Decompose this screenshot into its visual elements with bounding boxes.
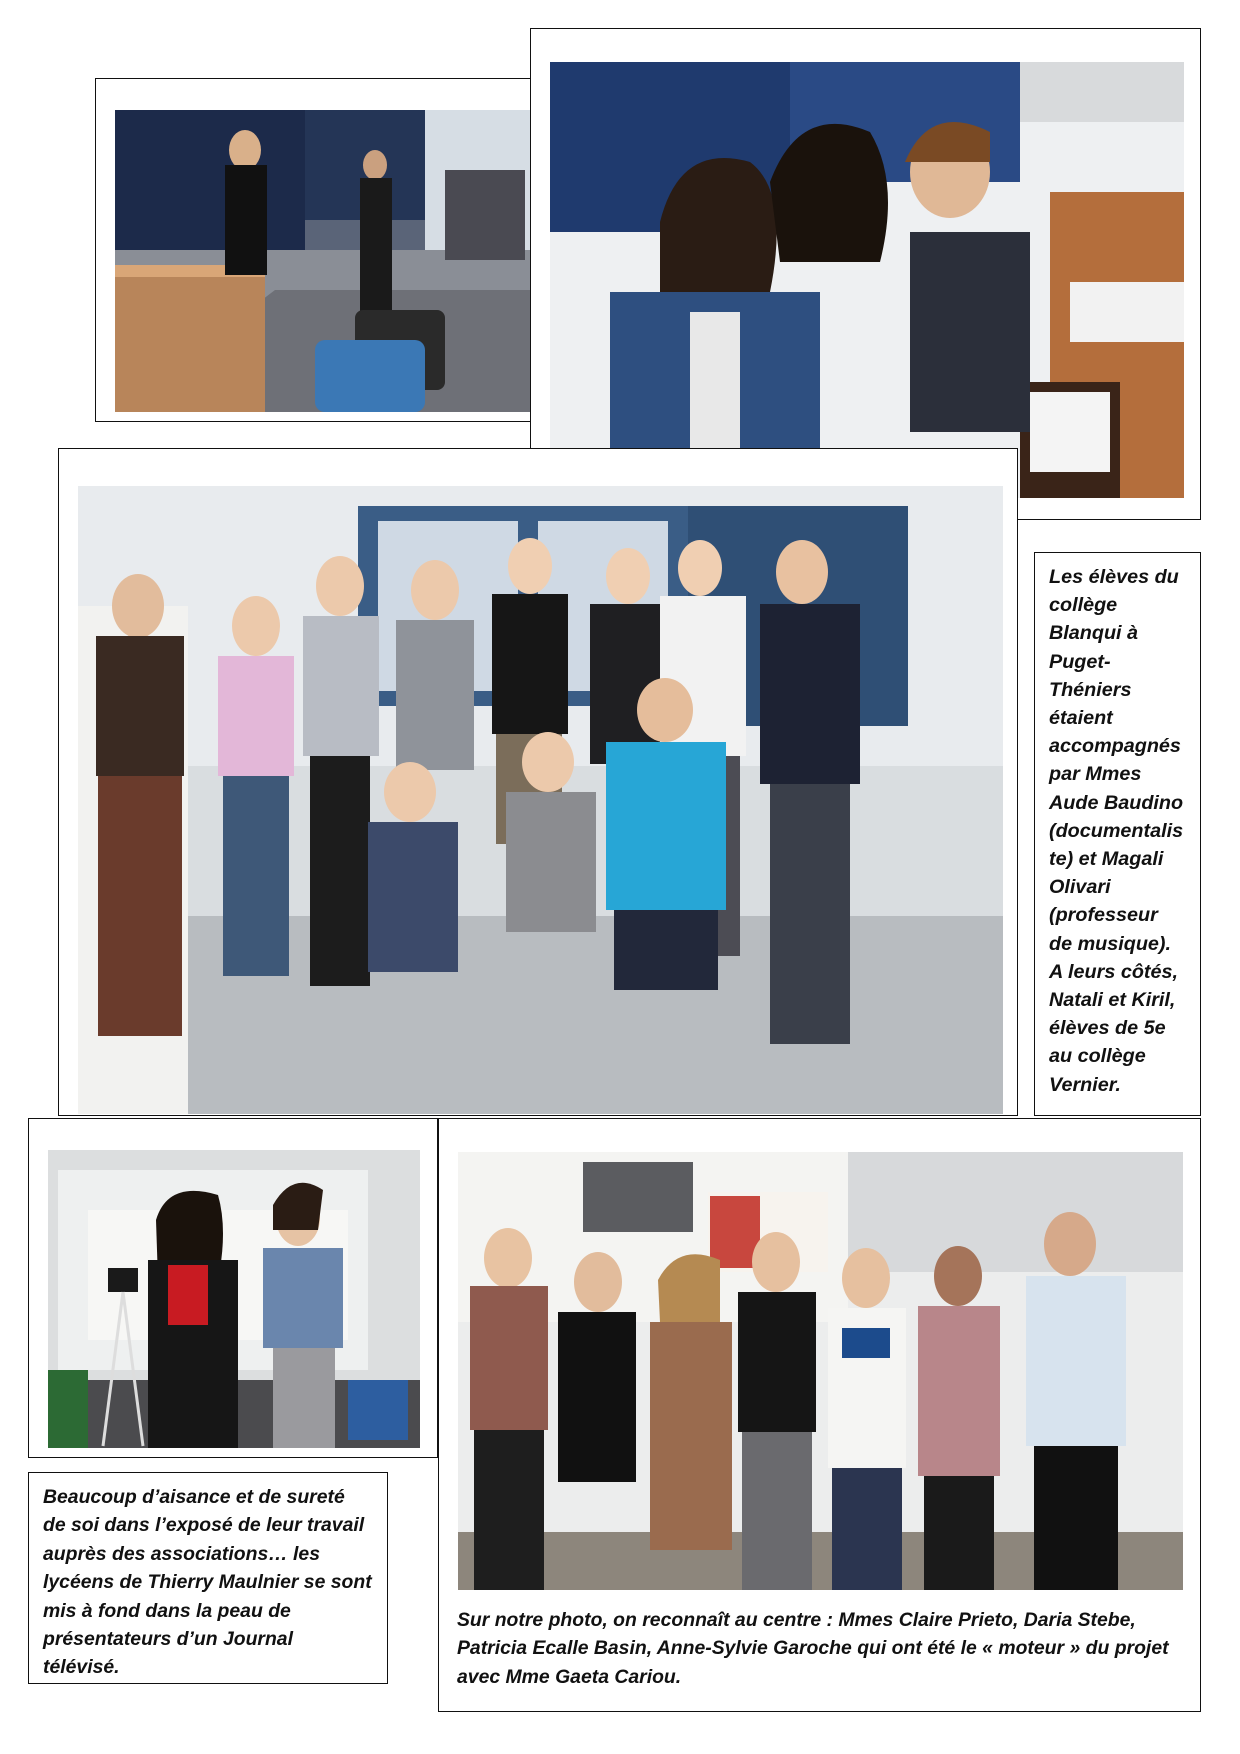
caption-box-thierry-maulnier xyxy=(28,1472,388,1684)
caption-box-college-blanqui xyxy=(1034,552,1201,1116)
caption-thierry-maulnier: Beaucoup d’aisance et de sureté de soi dans l’exposé de leur travail auprès des associations… les lycéens de Thierry Maulnier se sont mis à fond dans la peau de présentateurs d’un Journal télévisé. xyxy=(43,1486,372,1679)
piano-students-photo xyxy=(550,62,1184,498)
student-group-photo xyxy=(78,486,1003,1114)
caption-box-teachers xyxy=(438,1594,1201,1712)
caption-college-blanqui: Les élèves du collège Blanqui à Puget- Théniers étaient accompagnés par Mmes Aude Baudino (documentalis te) et Magali Olivari (professeur de musique). A leurs côtés, Natali et Kiril, élèves de 5e au collège Vernier. xyxy=(1049,566,1184,1096)
teachers-group-photo xyxy=(458,1152,1183,1590)
caption-teachers: Sur notre photo, on reconnaît au centre : Mmes Claire Prieto, Daria Stebe, Patricia Ecalle Basin, Anne-Sylvie Garoche qui ont été le « moteur » du projet avec Mme Gaeta Cariou. xyxy=(457,1609,1169,1688)
tv-news-presenters-photo xyxy=(48,1150,420,1448)
presentation-hall-photo xyxy=(115,110,531,412)
